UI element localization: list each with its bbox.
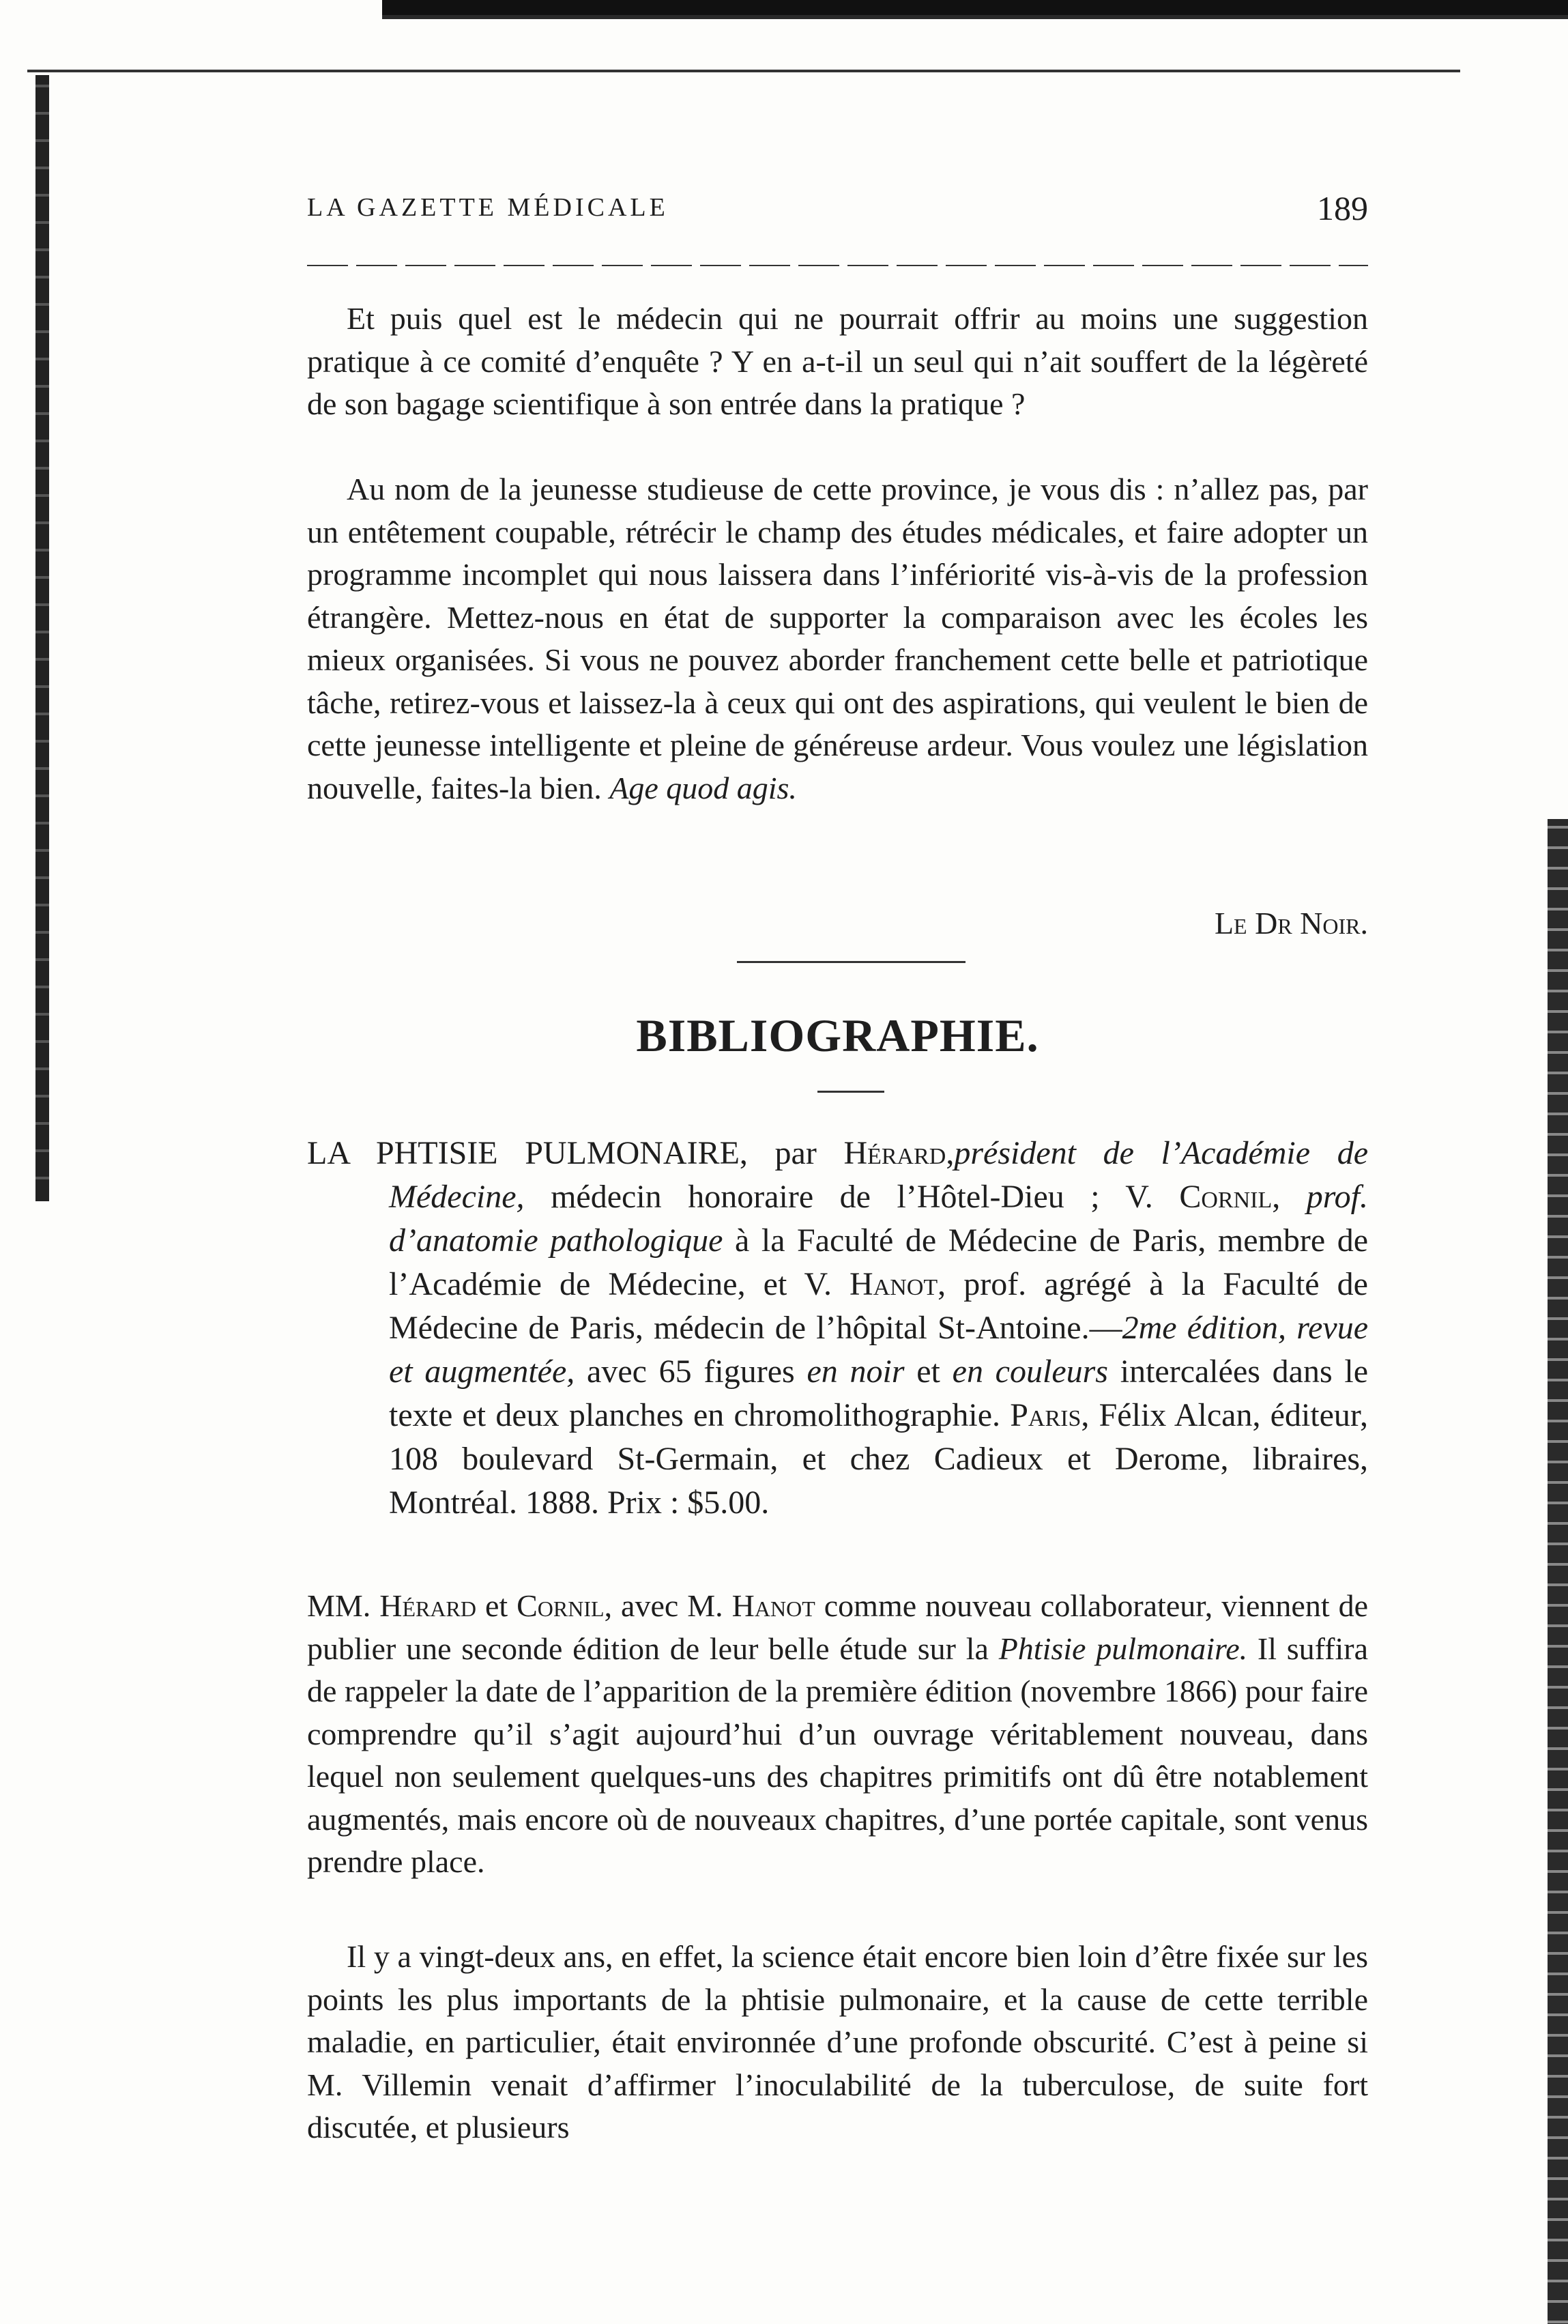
entry-text-4: prof. agrégé à la Faculté de Médecine de Paris, médecin de l’hôpital St-Antoine.— (389, 1266, 1368, 1346)
entry-text-3: à la Faculté de Médecine de Paris, membre de l’Académie de Médecine, et V. (389, 1222, 1369, 1302)
latin-motto: Age quod agis. (609, 770, 797, 805)
paragraph-2 (307, 468, 1368, 809)
p3-text-c: Il suffira de rappeler la date de l’apparition de la première édition (novembre 1866) pour faire comprendre qu’il s’agit aujourd’hui d’un ouvrage véritablement nouveau, dans lequel non seulement quelques-uns des chapitres primitifs ont dû être notablement augmentés, mais encore où de nouveaux chapitres, d’une portée capitale, sont venus prendre place. (307, 1631, 1368, 1879)
bibliography-entry (307, 1132, 1368, 1525)
entry-text-2: médecin honoraire de l’Hôtel-Dieu ; V. (524, 1179, 1180, 1215)
entry-place: Paris, (1010, 1397, 1090, 1433)
paragraph-3 (307, 1585, 1368, 1884)
entry-role-herard: président de l’Académie de Médecine, (389, 1135, 1368, 1215)
p3-book-title: Phtisie pulmonaire. (998, 1631, 1248, 1666)
entry-text-7: intercalées dans le texte et deux planches en chromolithographie. (389, 1353, 1369, 1433)
section-divider (737, 961, 966, 963)
entry-text-8: Félix Alcan, éditeur, 108 boulevard St-Germain, et chez Cadieux et Derome, libraires, Montréal. 1888. Prix : $5.00. (389, 1397, 1368, 1521)
section-title: BIBLIOGRAPHIE. (636, 1009, 1039, 1061)
entry-text-1: LA PHTISIE PULMONAIRE, par (307, 1135, 844, 1171)
p3-herard: Hérard (379, 1588, 476, 1623)
p3-mm: MM. (307, 1588, 380, 1623)
paragraph-2-text: Au nom de la jeunesse studieuse de cette province, je vous dis : n’allez pas, par un entêtement coupable, rétrécir le champ des études médicales, et faire adopter un programme incomplet qui nous laissera dans l’infériorité vis-à-vis de la profession étrangère. Mettez-nous en état de supporter la comparaison avec les écoles les mieux organisées. Si vous ne pouvez aborder franchement cette belle et patriotique tâche, retirez-vous et laissez-la à ceux qui ont des aspirations, qui veulent le bien de cette jeunesse intelligente et pleine de généreuse ardeur. Vous voulez une législation nouvelle, faites-la bien. (307, 472, 1368, 805)
author-hanot: Hanot, (850, 1266, 946, 1302)
entry-text-5: avec 65 figures (575, 1353, 807, 1390)
p3-hanot: Hanot (731, 1588, 815, 1623)
page-number: 189 (1317, 189, 1368, 227)
p3-et: et (476, 1588, 517, 1623)
author-signature: Le Dr Noir. (1214, 906, 1368, 941)
scan-top-rule (27, 70, 1460, 72)
running-title: LA GAZETTE MÉDICALE (307, 193, 669, 222)
title-underline (817, 1091, 884, 1093)
entry-edition: 2me édition, revue et augmentée, (389, 1310, 1368, 1390)
running-head (0, 189, 1368, 233)
author-cornil: Cornil, (1179, 1179, 1281, 1215)
author-herard: Hérard, (843, 1135, 955, 1171)
entry-en-noir: en noir (807, 1353, 905, 1390)
paragraph-1: Et puis quel est le médecin qui ne pourrait offrir au moins une suggestion pratique à ce comité d’enquête ? Y en a-t-il un seul qui n’ait souffert de la légèreté de son bagage scientifique à son entrée dans la pratique ? (307, 301, 1368, 421)
scan-top-edge (382, 0, 1568, 27)
p3-avec: avec M. (612, 1588, 732, 1623)
paragraph-4: Il y a vingt-deux ans, en effet, la science était encore bien loin d’être fixée sur les points les plus importants de la phtisie pulmonaire, et la cause de cette terrible maladie, en particulier, était environnée d’une profonde obscurité. C’est à peine si M. Villemin venait d’affirmer l’inoculabilité de la tuberculose, de suite fort discutée, et plusieurs (307, 1939, 1368, 2144)
scan-right-page-edge (1548, 819, 1568, 2324)
entry-en-couleurs: en couleurs (952, 1353, 1108, 1390)
p3-text-b: comme nouveau collaborateur, viennent de publier une seconde édition de leur belle étude sur la (307, 1588, 1369, 1666)
entry-role-cornil: prof. d’anatomie pathologique (389, 1179, 1369, 1259)
header-rule (307, 265, 1368, 266)
entry-text-6: et (904, 1353, 953, 1390)
p3-cornil: Cornil, (517, 1588, 613, 1623)
scan-left-binding-edge (35, 75, 49, 1201)
